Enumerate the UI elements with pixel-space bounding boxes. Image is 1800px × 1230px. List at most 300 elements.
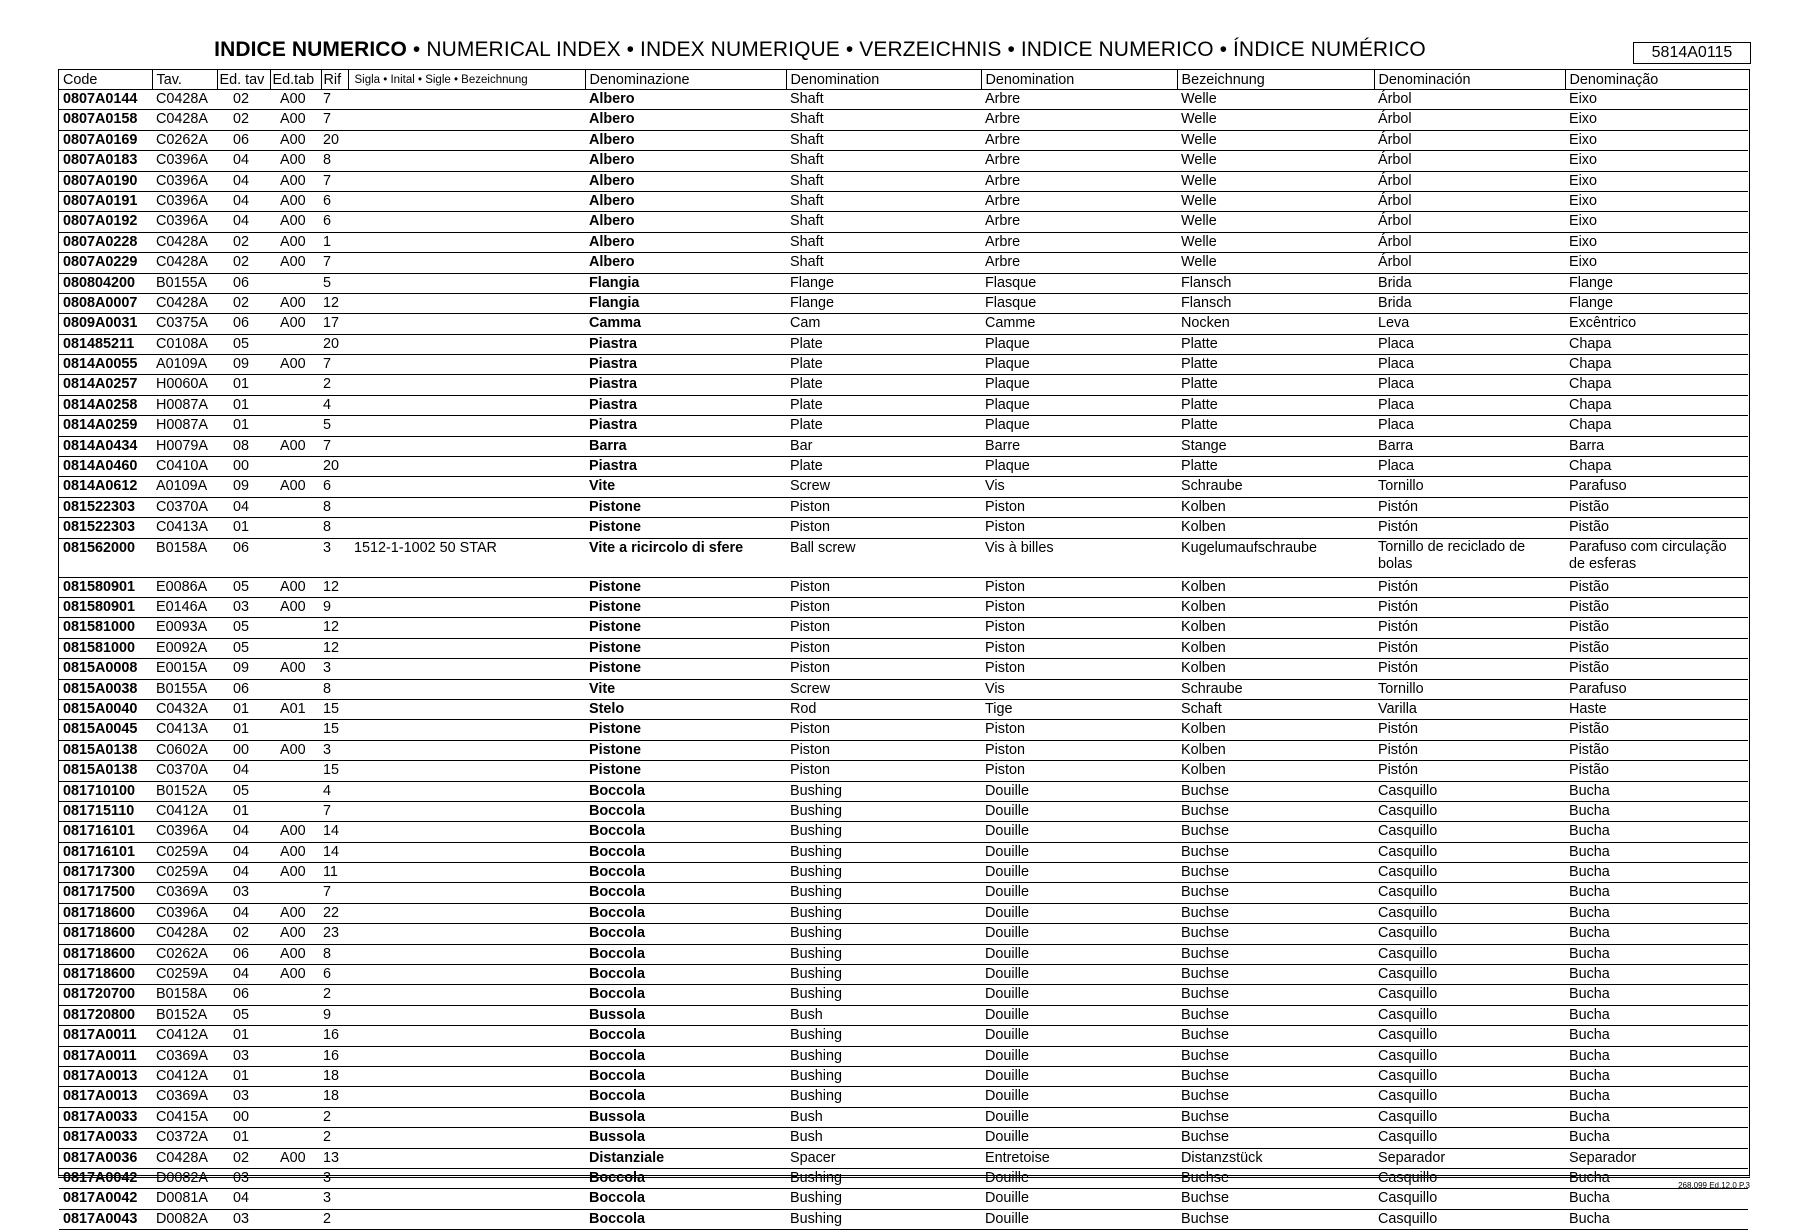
cell-denomination-en: Bushing — [786, 863, 981, 883]
cell-sigla — [348, 1128, 585, 1148]
cell-ed-tab — [270, 497, 321, 517]
cell-ed-tav: 05 — [217, 618, 270, 638]
cell-denominacion: Placa — [1374, 334, 1565, 354]
cell-denomination-fr: Plaque — [981, 375, 1177, 395]
cell-ed-tav: 00 — [217, 740, 270, 760]
cell-denomination-fr: Arbre — [981, 90, 1177, 110]
cell-denomination-en: Bushing — [786, 1066, 981, 1086]
cell-denominacion: Placa — [1374, 416, 1565, 436]
cell-sigla — [348, 761, 585, 781]
cell-denominazione: Albero — [585, 191, 786, 211]
cell-tav: E0092A — [152, 638, 217, 658]
cell-ed-tab — [270, 1087, 321, 1107]
cell-tav: C0372A — [152, 1128, 217, 1148]
cell-denominacao: Eixo — [1565, 110, 1748, 130]
table-row — [59, 1026, 1748, 1046]
col-header-denomination-fr: Denomination — [981, 70, 1177, 90]
cell-bezeichnung: Kolben — [1177, 618, 1374, 638]
cell-sigla — [348, 151, 585, 171]
cell-denominacao: Pistão — [1565, 618, 1748, 638]
cell-denominazione: Pistone — [585, 761, 786, 781]
cell-tav: B0158A — [152, 985, 217, 1005]
cell-ed-tav: 02 — [217, 253, 270, 273]
cell-sigla — [348, 1189, 585, 1209]
cell-rif: 8 — [321, 497, 348, 517]
cell-ed-tav: 04 — [217, 212, 270, 232]
cell-tav: H0079A — [152, 436, 217, 456]
cell-ed-tav: 01 — [217, 518, 270, 538]
cell-ed-tab — [270, 375, 321, 395]
cell-ed-tab — [270, 1168, 321, 1188]
cell-bezeichnung: Kolben — [1177, 720, 1374, 740]
table-row — [59, 477, 1748, 497]
table-row — [59, 699, 1748, 719]
table-row — [59, 232, 1748, 252]
cell-bezeichnung: Buchse — [1177, 1168, 1374, 1188]
cell-denominacao: Eixo — [1565, 232, 1748, 252]
cell-tav: C0415A — [152, 1107, 217, 1127]
table-row — [59, 1168, 1748, 1188]
cell-denomination-en: Rod — [786, 699, 981, 719]
cell-denominacao: Bucha — [1565, 944, 1748, 964]
cell-denomination-en: Bushing — [786, 1046, 981, 1066]
cell-code: 0817A0042 — [59, 1168, 152, 1188]
cell-ed-tav: 02 — [217, 90, 270, 110]
cell-bezeichnung: Buchse — [1177, 1107, 1374, 1127]
cell-denomination-fr: Douille — [981, 781, 1177, 801]
cell-denomination-en: Flange — [786, 273, 981, 293]
cell-tav: C0259A — [152, 842, 217, 862]
cell-tav: C0412A — [152, 1066, 217, 1086]
cell-tav: C0396A — [152, 822, 217, 842]
cell-ed-tab — [270, 1107, 321, 1127]
cell-denominacion: Brida — [1374, 273, 1565, 293]
cell-denominacao: Bucha — [1565, 842, 1748, 862]
cell-code: 0815A0138 — [59, 761, 152, 781]
cell-code: 0814A0612 — [59, 477, 152, 497]
table-row — [59, 273, 1748, 293]
cell-ed-tab — [270, 273, 321, 293]
cell-ed-tav: 01 — [217, 1128, 270, 1148]
cell-denomination-en: Bushing — [786, 1209, 981, 1229]
cell-bezeichnung: Platte — [1177, 334, 1374, 354]
cell-denominazione: Pistone — [585, 518, 786, 538]
table-row — [59, 1148, 1748, 1168]
cell-code: 081718600 — [59, 944, 152, 964]
cell-denomination-fr: Douille — [981, 1066, 1177, 1086]
cell-denominazione: Bussola — [585, 1005, 786, 1025]
cell-sigla — [348, 212, 585, 232]
cell-code: 0807A0158 — [59, 110, 152, 130]
cell-denomination-fr: Plaque — [981, 355, 1177, 375]
cell-tav: C0428A — [152, 253, 217, 273]
cell-denominacao: Chapa — [1565, 334, 1748, 354]
cell-denominacion: Casquillo — [1374, 781, 1565, 801]
cell-sigla — [348, 781, 585, 801]
cell-denomination-en: Bushing — [786, 1087, 981, 1107]
cell-tav: C0259A — [152, 965, 217, 985]
cell-sigla — [348, 822, 585, 842]
cell-denomination-fr: Douille — [981, 1189, 1177, 1209]
cell-denomination-en: Bushing — [786, 781, 981, 801]
cell-sigla — [348, 577, 585, 597]
cell-denomination-fr: Piston — [981, 761, 1177, 781]
cell-bezeichnung: Schraube — [1177, 477, 1374, 497]
cell-denominacion: Árbol — [1374, 90, 1565, 110]
cell-denomination-en: Bushing — [786, 985, 981, 1005]
table-row — [59, 1209, 1748, 1229]
cell-code: 0817A0043 — [59, 1209, 152, 1229]
cell-ed-tav: 06 — [217, 538, 270, 577]
cell-bezeichnung: Buchse — [1177, 965, 1374, 985]
document-number: 5814A0115 — [1633, 42, 1751, 64]
cell-denomination-fr: Plaque — [981, 395, 1177, 415]
cell-denominacao: Eixo — [1565, 212, 1748, 232]
cell-denominazione: Albero — [585, 130, 786, 150]
cell-bezeichnung: Buchse — [1177, 863, 1374, 883]
cell-denominazione: Boccola — [585, 1026, 786, 1046]
cell-bezeichnung: Kolben — [1177, 659, 1374, 679]
col-header-denominacion: Denominación — [1374, 70, 1565, 90]
cell-rif: 2 — [321, 985, 348, 1005]
cell-denominazione: Pistone — [585, 597, 786, 617]
cell-denomination-fr: Douille — [981, 1005, 1177, 1025]
cell-denominazione: Vite — [585, 477, 786, 497]
cell-denomination-fr: Douille — [981, 1026, 1177, 1046]
cell-denominacion: Pistón — [1374, 518, 1565, 538]
cell-tav: D0081A — [152, 1189, 217, 1209]
cell-denominacion: Casquillo — [1374, 1066, 1565, 1086]
cell-ed-tab: A00 — [270, 212, 321, 232]
cell-code: 081581000 — [59, 618, 152, 638]
cell-ed-tav: 03 — [217, 1209, 270, 1229]
cell-ed-tab — [270, 334, 321, 354]
table-row — [59, 518, 1748, 538]
cell-rif: 3 — [321, 659, 348, 679]
cell-denominazione: Boccola — [585, 883, 786, 903]
cell-code: 0807A0191 — [59, 191, 152, 211]
cell-sigla — [348, 130, 585, 150]
cell-ed-tab: A00 — [270, 477, 321, 497]
cell-code: 081580901 — [59, 577, 152, 597]
col-header-ed-tav: Ed. tav — [217, 70, 270, 90]
cell-denomination-fr: Plaque — [981, 334, 1177, 354]
cell-denomination-en: Bushing — [786, 944, 981, 964]
cell-denomination-en: Screw — [786, 477, 981, 497]
cell-denominacao: Bucha — [1565, 781, 1748, 801]
cell-denominazione: Boccola — [585, 842, 786, 862]
cell-ed-tav: 01 — [217, 699, 270, 719]
col-header-sigla: Sigla • Inital • Sigle • Bezeichnung — [348, 70, 585, 90]
cell-bezeichnung: Welle — [1177, 130, 1374, 150]
cell-ed-tav: 03 — [217, 1168, 270, 1188]
cell-sigla — [348, 334, 585, 354]
cell-denomination-fr: Barre — [981, 436, 1177, 456]
cell-denominazione: Flangia — [585, 293, 786, 313]
cell-denominacion: Separador — [1374, 1148, 1565, 1168]
cell-denominacao: Pistão — [1565, 720, 1748, 740]
cell-rif: 7 — [321, 883, 348, 903]
cell-denominazione: Piastra — [585, 457, 786, 477]
cell-ed-tab — [270, 1005, 321, 1025]
cell-rif: 12 — [321, 577, 348, 597]
cell-bezeichnung: Buchse — [1177, 924, 1374, 944]
cell-code: 081581000 — [59, 638, 152, 658]
table-row — [59, 293, 1748, 313]
cell-denomination-fr: Piston — [981, 597, 1177, 617]
cell-denominazione: Pistone — [585, 740, 786, 760]
cell-rif: 3 — [321, 1189, 348, 1209]
cell-ed-tav: 06 — [217, 944, 270, 964]
cell-denomination-en: Shaft — [786, 110, 981, 130]
cell-rif: 8 — [321, 944, 348, 964]
col-header-tav: Tav. — [152, 70, 217, 90]
cell-ed-tav: 04 — [217, 842, 270, 862]
cell-denominacion: Pistón — [1374, 740, 1565, 760]
cell-ed-tab — [270, 679, 321, 699]
cell-denominazione: Piastra — [585, 416, 786, 436]
cell-code: 0807A0229 — [59, 253, 152, 273]
cell-sigla — [348, 253, 585, 273]
cell-ed-tav: 03 — [217, 597, 270, 617]
cell-denominacao: Bucha — [1565, 1087, 1748, 1107]
cell-denominacion: Árbol — [1374, 212, 1565, 232]
cell-denominazione: Boccola — [585, 863, 786, 883]
cell-denominacion: Casquillo — [1374, 1189, 1565, 1209]
cell-denominazione: Albero — [585, 212, 786, 232]
cell-ed-tab: A00 — [270, 171, 321, 191]
col-header-denominacao: Denominação — [1565, 70, 1748, 90]
cell-sigla — [348, 191, 585, 211]
cell-tav: B0152A — [152, 781, 217, 801]
cell-denomination-en: Shaft — [786, 212, 981, 232]
cell-bezeichnung: Distanzstück — [1177, 1148, 1374, 1168]
cell-denomination-fr: Piston — [981, 618, 1177, 638]
cell-denomination-en: Cam — [786, 314, 981, 334]
cell-sigla — [348, 1066, 585, 1086]
cell-denomination-en: Bushing — [786, 924, 981, 944]
cell-denominazione: Pistone — [585, 497, 786, 517]
table-row — [59, 781, 1748, 801]
table-row — [59, 924, 1748, 944]
cell-bezeichnung: Flansch — [1177, 273, 1374, 293]
cell-ed-tav: 03 — [217, 883, 270, 903]
cell-denominacion: Casquillo — [1374, 842, 1565, 862]
cell-sigla — [348, 1005, 585, 1025]
cell-tav: C0428A — [152, 293, 217, 313]
cell-sigla — [348, 863, 585, 883]
cell-rif: 4 — [321, 781, 348, 801]
cell-denominazione: Boccola — [585, 1066, 786, 1086]
cell-tav: C0396A — [152, 191, 217, 211]
cell-denominacao: Separador — [1565, 1148, 1748, 1168]
cell-tav: B0155A — [152, 273, 217, 293]
cell-ed-tab: A00 — [270, 232, 321, 252]
cell-denominazione: Bussola — [585, 1128, 786, 1148]
cell-sigla — [348, 638, 585, 658]
cell-code: 081562000 — [59, 538, 152, 577]
cell-tav: B0152A — [152, 1005, 217, 1025]
cell-rif: 4 — [321, 395, 348, 415]
cell-denomination-en: Plate — [786, 457, 981, 477]
cell-denomination-en: Bushing — [786, 1189, 981, 1209]
cell-denominazione: Boccola — [585, 985, 786, 1005]
cell-code: 081715110 — [59, 801, 152, 821]
cell-code: 081720700 — [59, 985, 152, 1005]
cell-denomination-fr: Piston — [981, 638, 1177, 658]
table-row — [59, 314, 1748, 334]
cell-ed-tav: 05 — [217, 334, 270, 354]
cell-ed-tab — [270, 416, 321, 436]
cell-denominacao: Eixo — [1565, 151, 1748, 171]
cell-rif: 9 — [321, 597, 348, 617]
cell-code: 0817A0011 — [59, 1026, 152, 1046]
cell-ed-tab — [270, 1128, 321, 1148]
cell-bezeichnung: Buchse — [1177, 1189, 1374, 1209]
cell-denominacion: Pistón — [1374, 761, 1565, 781]
cell-denomination-fr: Arbre — [981, 253, 1177, 273]
cell-ed-tav: 05 — [217, 577, 270, 597]
cell-denominacao: Flange — [1565, 273, 1748, 293]
cell-code: 0817A0011 — [59, 1046, 152, 1066]
cell-ed-tav: 02 — [217, 1148, 270, 1168]
cell-denominacion: Varilla — [1374, 699, 1565, 719]
cell-denomination-fr: Plaque — [981, 416, 1177, 436]
cell-denominacao: Barra — [1565, 436, 1748, 456]
cell-tav: C0396A — [152, 903, 217, 923]
cell-denominacion: Casquillo — [1374, 944, 1565, 964]
table-row — [59, 151, 1748, 171]
table-row — [59, 212, 1748, 232]
cell-bezeichnung: Welle — [1177, 171, 1374, 191]
cell-tav: C0108A — [152, 334, 217, 354]
table-row — [59, 436, 1748, 456]
cell-sigla — [348, 720, 585, 740]
cell-denomination-en: Shaft — [786, 232, 981, 252]
cell-denomination-en: Plate — [786, 334, 981, 354]
cell-ed-tab: A00 — [270, 293, 321, 313]
cell-denomination-fr: Douille — [981, 944, 1177, 964]
cell-denominacion: Casquillo — [1374, 863, 1565, 883]
cell-denominacion: Casquillo — [1374, 1087, 1565, 1107]
cell-code: 081718600 — [59, 903, 152, 923]
table-row — [59, 985, 1748, 1005]
cell-ed-tav: 04 — [217, 903, 270, 923]
cell-tav: C0428A — [152, 90, 217, 110]
cell-denomination-fr: Piston — [981, 577, 1177, 597]
cell-ed-tav: 02 — [217, 232, 270, 252]
table-row — [59, 761, 1748, 781]
cell-bezeichnung: Welle — [1177, 191, 1374, 211]
cell-ed-tav: 04 — [217, 191, 270, 211]
cell-tav: E0146A — [152, 597, 217, 617]
cell-sigla — [348, 1026, 585, 1046]
cell-denominacao: Bucha — [1565, 863, 1748, 883]
cell-ed-tab — [270, 761, 321, 781]
cell-denominacao: Bucha — [1565, 1168, 1748, 1188]
cell-rif: 15 — [321, 720, 348, 740]
cell-rif: 5 — [321, 273, 348, 293]
cell-ed-tab: A00 — [270, 130, 321, 150]
cell-code: 0814A0257 — [59, 375, 152, 395]
title-bold: INDICE NUMERICO — [214, 38, 407, 61]
cell-denomination-fr: Douille — [981, 842, 1177, 862]
cell-denominacao: Pistão — [1565, 597, 1748, 617]
cell-ed-tab: A00 — [270, 965, 321, 985]
cell-bezeichnung: Buchse — [1177, 801, 1374, 821]
table-row — [59, 822, 1748, 842]
cell-denomination-fr: Douille — [981, 1087, 1177, 1107]
cell-denomination-en: Piston — [786, 577, 981, 597]
cell-ed-tab: A00 — [270, 842, 321, 862]
cell-code: 081718600 — [59, 965, 152, 985]
cell-denominacao: Pistão — [1565, 577, 1748, 597]
cell-tav: C0369A — [152, 1046, 217, 1066]
cell-denominazione: Vite a ricircolo di sfere — [585, 538, 786, 577]
cell-denominacao: Haste — [1565, 699, 1748, 719]
cell-bezeichnung: Buchse — [1177, 781, 1374, 801]
cell-ed-tav: 04 — [217, 497, 270, 517]
cell-denominazione: Pistone — [585, 638, 786, 658]
index-table — [59, 70, 1748, 1230]
cell-code: 0817A0033 — [59, 1128, 152, 1148]
cell-denominacion: Brida — [1374, 293, 1565, 313]
cell-tav: A0109A — [152, 477, 217, 497]
cell-ed-tav: 03 — [217, 1087, 270, 1107]
cell-denominacion: Casquillo — [1374, 1005, 1565, 1025]
cell-code: 080804200 — [59, 273, 152, 293]
cell-denomination-fr: Douille — [981, 985, 1177, 1005]
cell-code: 0814A0434 — [59, 436, 152, 456]
cell-ed-tav: 04 — [217, 822, 270, 842]
cell-rif: 16 — [321, 1026, 348, 1046]
cell-denominacao: Eixo — [1565, 253, 1748, 273]
cell-sigla: 1512-1-1002 50 STAR — [348, 538, 585, 577]
cell-ed-tav: 06 — [217, 130, 270, 150]
cell-code: 0817A0013 — [59, 1087, 152, 1107]
cell-bezeichnung: Welle — [1177, 110, 1374, 130]
table-row — [59, 130, 1748, 150]
cell-denomination-fr: Vis à billes — [981, 538, 1177, 577]
col-header-denominazione: Denominazione — [585, 70, 786, 90]
cell-denomination-fr: Vis — [981, 477, 1177, 497]
col-header-ed-tab: Ed.tab — [270, 70, 321, 90]
cell-code: 0815A0038 — [59, 679, 152, 699]
cell-ed-tav: 04 — [217, 1189, 270, 1209]
cell-ed-tav: 01 — [217, 1026, 270, 1046]
cell-ed-tav: 01 — [217, 720, 270, 740]
cell-bezeichnung: Flansch — [1177, 293, 1374, 313]
cell-sigla — [348, 597, 585, 617]
cell-denominacion: Árbol — [1374, 171, 1565, 191]
cell-denominacao: Eixo — [1565, 130, 1748, 150]
cell-denominacao: Bucha — [1565, 1026, 1748, 1046]
cell-sigla — [348, 1087, 585, 1107]
table-row — [59, 597, 1748, 617]
cell-ed-tav: 00 — [217, 457, 270, 477]
cell-denomination-fr: Arbre — [981, 191, 1177, 211]
cell-ed-tab — [270, 395, 321, 415]
cell-denominacao: Bucha — [1565, 1046, 1748, 1066]
cell-denominacion: Casquillo — [1374, 1209, 1565, 1229]
cell-sigla — [348, 740, 585, 760]
cell-bezeichnung: Nocken — [1177, 314, 1374, 334]
cell-bezeichnung: Platte — [1177, 375, 1374, 395]
cell-denominacion: Placa — [1374, 457, 1565, 477]
cell-sigla — [348, 1107, 585, 1127]
cell-denominacion: Pistón — [1374, 618, 1565, 638]
cell-ed-tav: 02 — [217, 110, 270, 130]
